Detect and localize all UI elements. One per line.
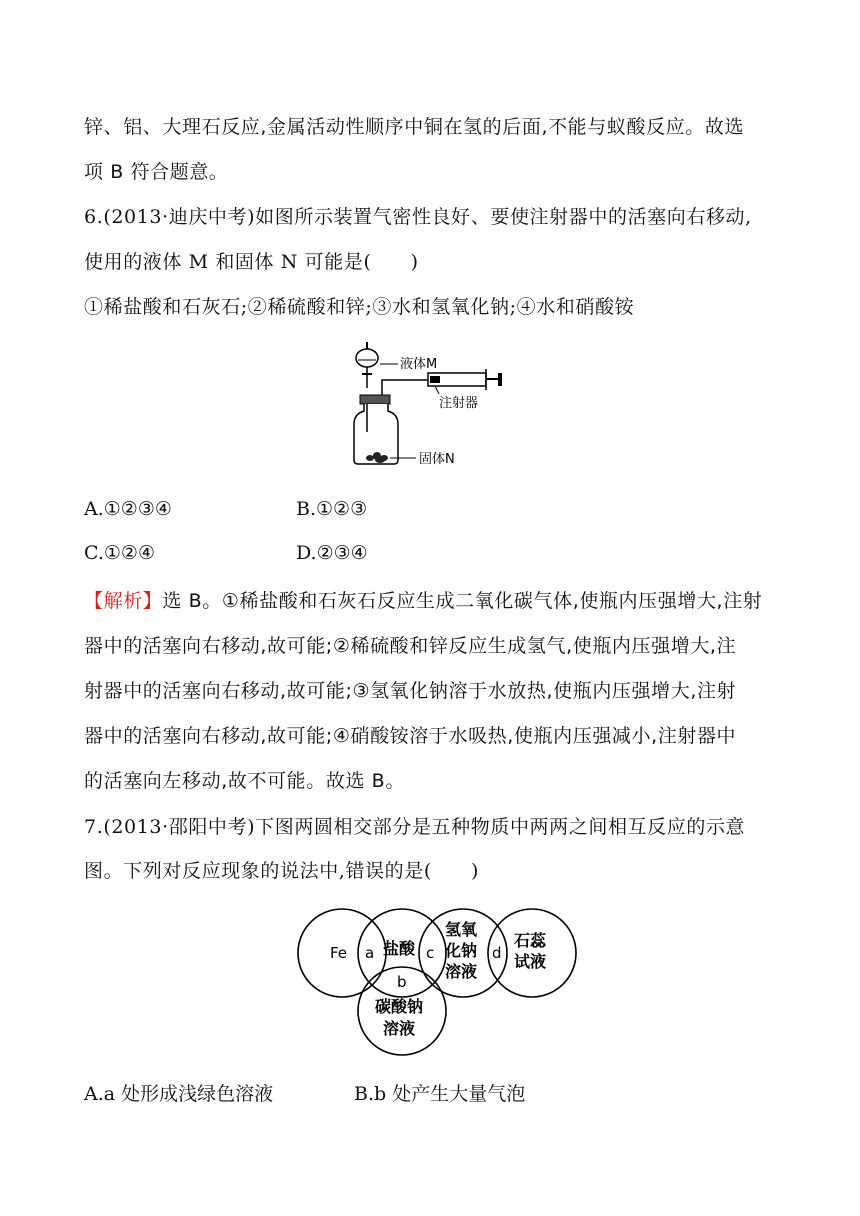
q6-option-c[interactable]: C.①②④ bbox=[84, 542, 155, 564]
naoh-label-2: 化钠 bbox=[445, 941, 478, 960]
hcl-label: 盐酸 bbox=[383, 939, 416, 958]
q6-stem-line-1: 6.(2013·迪庆中考)如图所示装置气密性良好、要使注射器中的活塞向右移动, bbox=[84, 206, 752, 228]
q6-stem-line-2: 使用的液体 M 和固体 N 可能是( ) bbox=[84, 251, 419, 273]
venn-figure bbox=[290, 895, 580, 1060]
q7-option-a[interactable]: A.a 处形成浅绿色溶液 bbox=[84, 1083, 274, 1105]
liquid-m-label: 液体M bbox=[400, 357, 438, 372]
q7-stem-line-2: 图。下列对反应现象的说法中,错误的是( ) bbox=[84, 860, 480, 882]
q6-stem-line-3: ①稀盐酸和石灰石;②稀硫酸和锌;③水和氢氧化钠;④水和硝酸铵 bbox=[84, 296, 635, 318]
solid-n-label: 固体N bbox=[419, 452, 455, 467]
region-d-label: d bbox=[492, 944, 502, 962]
q6-analysis-line-1 bbox=[84, 589, 762, 613]
region-a-label: a bbox=[365, 944, 375, 962]
apparatus-figure bbox=[340, 338, 520, 470]
q6-option-b[interactable]: B.①②③ bbox=[296, 498, 368, 520]
region-c-label: c bbox=[426, 944, 435, 962]
syringe-label: 注射器 bbox=[439, 396, 479, 411]
na2co3-label-2: 溶液 bbox=[383, 1019, 416, 1038]
q6-analysis-line-3: 射器中的活塞向右移动,故可能;③氢氧化钠溶于水放热,使瓶内压强增大,注射 bbox=[84, 680, 737, 702]
q6-analysis-line-2: 器中的活塞向右移动,故可能;②稀硫酸和锌反应生成氢气,使瓶内压强增大,注 bbox=[84, 635, 737, 657]
litmus-label-1: 石蕊 bbox=[514, 931, 547, 950]
q6-option-d[interactable]: D.②③④ bbox=[296, 542, 368, 564]
q6-analysis-line-5: 的活塞向左移动,故不可能。故选 B。 bbox=[84, 770, 405, 792]
q6-option-a[interactable]: A.①②③④ bbox=[84, 498, 172, 520]
na2co3-label-1: 碳酸钠 bbox=[375, 997, 424, 1016]
q7-stem-line-1: 7.(2013·邵阳中考)下图两圆相交部分是五种物质中两两之间相互反应的示意 bbox=[84, 816, 746, 838]
litmus-label-2: 试液 bbox=[514, 952, 547, 971]
prev-answer-line-1: 锌、铝、大理石反应,金属活动性顺序中铜在氢的后面,不能与蚁酸反应。故选 bbox=[84, 116, 745, 138]
analysis-text-1: 选 B。①稀盐酸和石灰石反应生成二氧化碳气体,使瓶内压强增大,注射 bbox=[162, 590, 763, 612]
naoh-label-1: 氢氧 bbox=[445, 920, 478, 939]
analysis-tag: 【解析】 bbox=[84, 590, 163, 612]
prev-answer-line-2: 项 B 符合题意。 bbox=[84, 161, 229, 183]
q7-option-b[interactable]: B.b 处产生大量气泡 bbox=[354, 1083, 526, 1105]
fe-label: Fe bbox=[330, 944, 348, 962]
q6-analysis-line-4: 器中的活塞向右移动,故可能;④硝酸铵溶于水吸热,使瓶内压强减小,注射器中 bbox=[84, 725, 737, 747]
region-b-label: b bbox=[397, 973, 407, 991]
naoh-label-3: 溶液 bbox=[445, 962, 478, 981]
